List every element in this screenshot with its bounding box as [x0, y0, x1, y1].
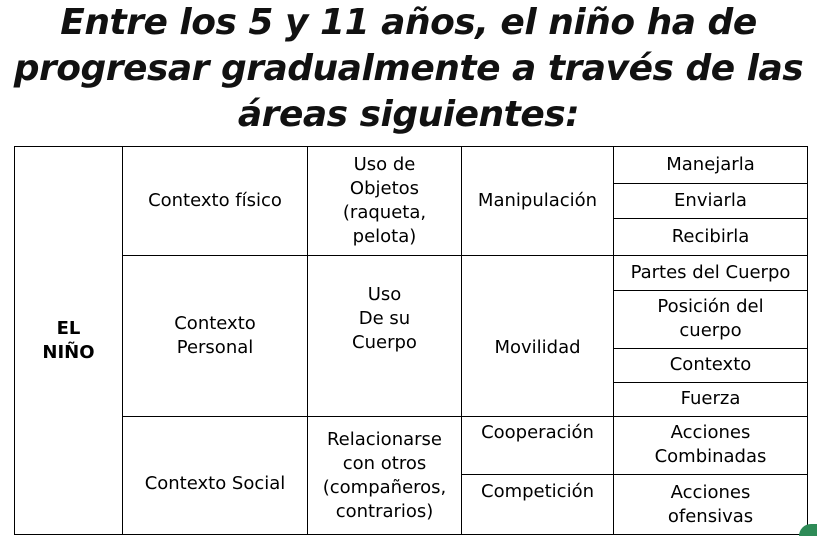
context-cell [122, 255, 308, 417]
item-label: Partes del Cuerpo [630, 261, 791, 283]
item-label: Posición del cuerpo [657, 296, 764, 341]
item-label: Acciones ofensivas [667, 481, 754, 527]
title-line-2: progresar gradualmente a través de las [13, 48, 804, 89]
item-cell [613, 183, 808, 218]
area-label: Manipulación [477, 190, 598, 211]
item-label: Acciones Combinadas [654, 422, 767, 467]
item-cell [613, 474, 808, 535]
area-cell [461, 474, 614, 535]
context-cell [122, 146, 308, 256]
item-cell [613, 416, 808, 474]
root-label: EL NIÑO [42, 317, 95, 363]
item-cell [613, 348, 808, 382]
item-cell [613, 382, 808, 416]
context-label: Contexto Social [144, 472, 286, 494]
area-cell [461, 255, 614, 441]
title-line-3: áreas siguientes: [237, 94, 580, 135]
item-label: Manejarla [666, 153, 755, 175]
item-cell [613, 255, 808, 290]
use-cell [307, 146, 462, 256]
use-label: Uso de Objetos (raqueta, pelota) [342, 154, 427, 247]
context-label: Contexto físico [148, 190, 282, 211]
use-label: Relacionarse con otros (compañeros, contrarios) [322, 428, 447, 522]
item-label: Fuerza [680, 388, 741, 409]
use-cell [307, 255, 462, 417]
item-label: Enviarla [674, 189, 747, 211]
item-label: Recibirla [671, 225, 750, 247]
use-label: Uso De su Cuerpo [352, 284, 417, 353]
item-cell [613, 218, 808, 255]
area-cell [461, 146, 614, 256]
root-cell [14, 146, 123, 535]
context-label: Contexto Personal [174, 313, 256, 358]
area-label: Competición [481, 481, 594, 502]
item-cell [613, 146, 808, 183]
area-label: Cooperación [481, 422, 594, 443]
page-title [0, 0, 817, 138]
context-cell [122, 416, 308, 535]
use-cell [307, 416, 462, 535]
area-cell [461, 416, 614, 474]
item-cell [613, 290, 808, 348]
item-label: Contexto [669, 354, 752, 375]
title-line-1: Entre los 5 y 11 años, el niño ha de [60, 2, 757, 43]
area-label: Movilidad [494, 337, 581, 358]
